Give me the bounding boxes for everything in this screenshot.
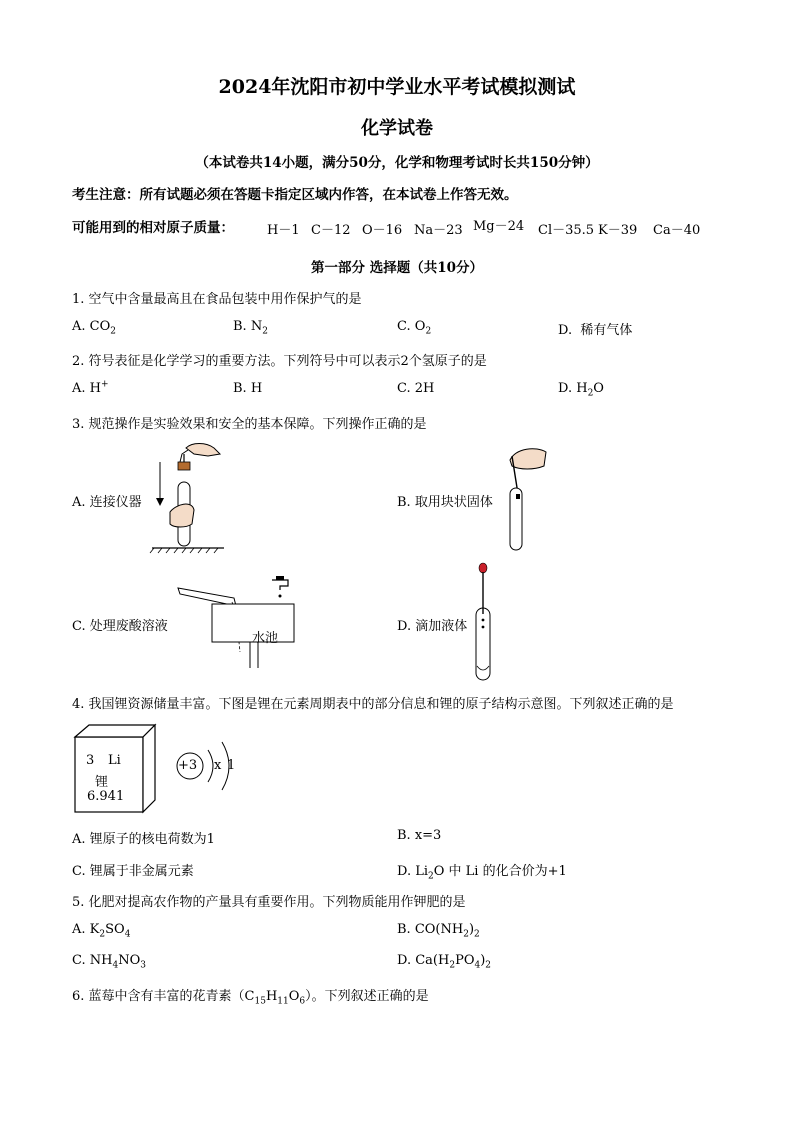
- mass-c: C－12: [311, 223, 351, 238]
- q2-option-a[interactable]: A. H+: [72, 379, 109, 396]
- q3-option-d[interactable]: D. 滴加液体: [397, 619, 468, 634]
- exam-info: （本试卷共14小题，满分50分，化学和物理考试时长共150分钟）: [195, 155, 599, 171]
- q1-option-a[interactable]: A. $CO_2$: [72, 319, 117, 337]
- dropper-figure: [470, 562, 500, 682]
- q5-option-c[interactable]: C. $NH_4NO_3$: [72, 953, 146, 971]
- q1-option-c[interactable]: C. $O_2$: [397, 319, 432, 337]
- subject-title: 化学试卷: [361, 118, 433, 139]
- q5-stem: 5. 化肥对提高农作物的产量具有重要作用。下列物质能用作钾肥的是: [72, 895, 466, 910]
- shell2-electrons: 1: [227, 758, 236, 773]
- mass-ca: Ca－40: [653, 223, 701, 238]
- exam-title: 2024年沈阳市初中学业水平考试模拟测试: [218, 76, 576, 98]
- q3-option-c[interactable]: C. 处理废酸溶液: [72, 619, 168, 634]
- q1-option-b[interactable]: B. $N_2$: [233, 319, 268, 337]
- q4-option-a[interactable]: A. 锂原子的核电荷数为1: [72, 832, 215, 847]
- mass-cl: Cl－35.5: [538, 223, 595, 238]
- q6-stem: 6. 蓝莓中含有丰富的花青素$(C_{15}H_{11}O_6)$。下列叙述正确的是: [72, 989, 429, 1007]
- q4-stem: 4. 我国锂资源储量丰富。下图是锂在元素周期表中的部分信息和锂的原子结构示意图。下列叙述正确的是: [72, 697, 674, 712]
- element-mass: 6.941: [87, 789, 125, 804]
- mass-k: K－39: [598, 223, 638, 238]
- exam-notice: 考生注意：所有试题必须在答题卡指定区域内作答，在本试卷上作答无效。: [72, 187, 518, 203]
- nucleus-charge: +3: [178, 758, 198, 773]
- q3-stem: 3. 规范操作是实验效果和安全的基本保障。下列操作正确的是: [72, 417, 427, 432]
- waste-acid-figure: [172, 572, 302, 672]
- atomic-mass-line: [72, 216, 234, 236]
- section-title: 第一部分 选择题（共10分）: [311, 260, 483, 276]
- connect-apparatus-figure: [148, 440, 228, 555]
- q3-option-b[interactable]: B. 取用块状固体: [397, 495, 493, 510]
- q5-option-a[interactable]: A. $K_2SO_4$: [72, 922, 131, 940]
- q4-option-b[interactable]: B. x=3: [397, 828, 442, 843]
- q5-option-b[interactable]: B. $CO(NH_2)_2$: [397, 922, 480, 940]
- q2-stem: 2. 符号表征是化学学习的重要方法。下列符号中可以表示2个氢原子的是: [72, 354, 487, 369]
- q1-option-d[interactable]: D. 稀有气体: [558, 323, 633, 338]
- element-symbol: Li: [108, 753, 121, 768]
- mass-h: H－1: [267, 223, 300, 238]
- mass-o: O－16: [362, 223, 403, 238]
- block-solid-figure: [496, 444, 552, 554]
- atomic-mass-label: 可能用到的相对原子质量：: [72, 220, 234, 236]
- element-number: 3: [86, 753, 95, 768]
- q1-stem: 1. 空气中含量最高且在食品包装中用作保护气的是: [72, 292, 362, 307]
- shell1-electrons: x: [214, 758, 222, 773]
- element-name: 锂: [95, 775, 109, 790]
- q4-option-d[interactable]: D. $Li_2O$ 中 Li 的化合价为+1: [397, 864, 567, 882]
- q2-option-c[interactable]: C. 2H: [397, 381, 435, 396]
- sink-label: 水池: [252, 631, 279, 646]
- q2-option-b[interactable]: B. H: [233, 381, 263, 396]
- q2-option-d[interactable]: D. $H_2O$: [558, 381, 604, 399]
- q3-option-a[interactable]: A. 连接仪器: [72, 495, 142, 510]
- mass-na: Na－23: [414, 223, 463, 238]
- q5-option-d[interactable]: D. $Ca(H_2PO_4)_2$: [397, 953, 492, 971]
- q4-option-c[interactable]: C. 锂属于非金属元素: [72, 864, 194, 879]
- mass-mg: Mg－24: [473, 219, 525, 234]
